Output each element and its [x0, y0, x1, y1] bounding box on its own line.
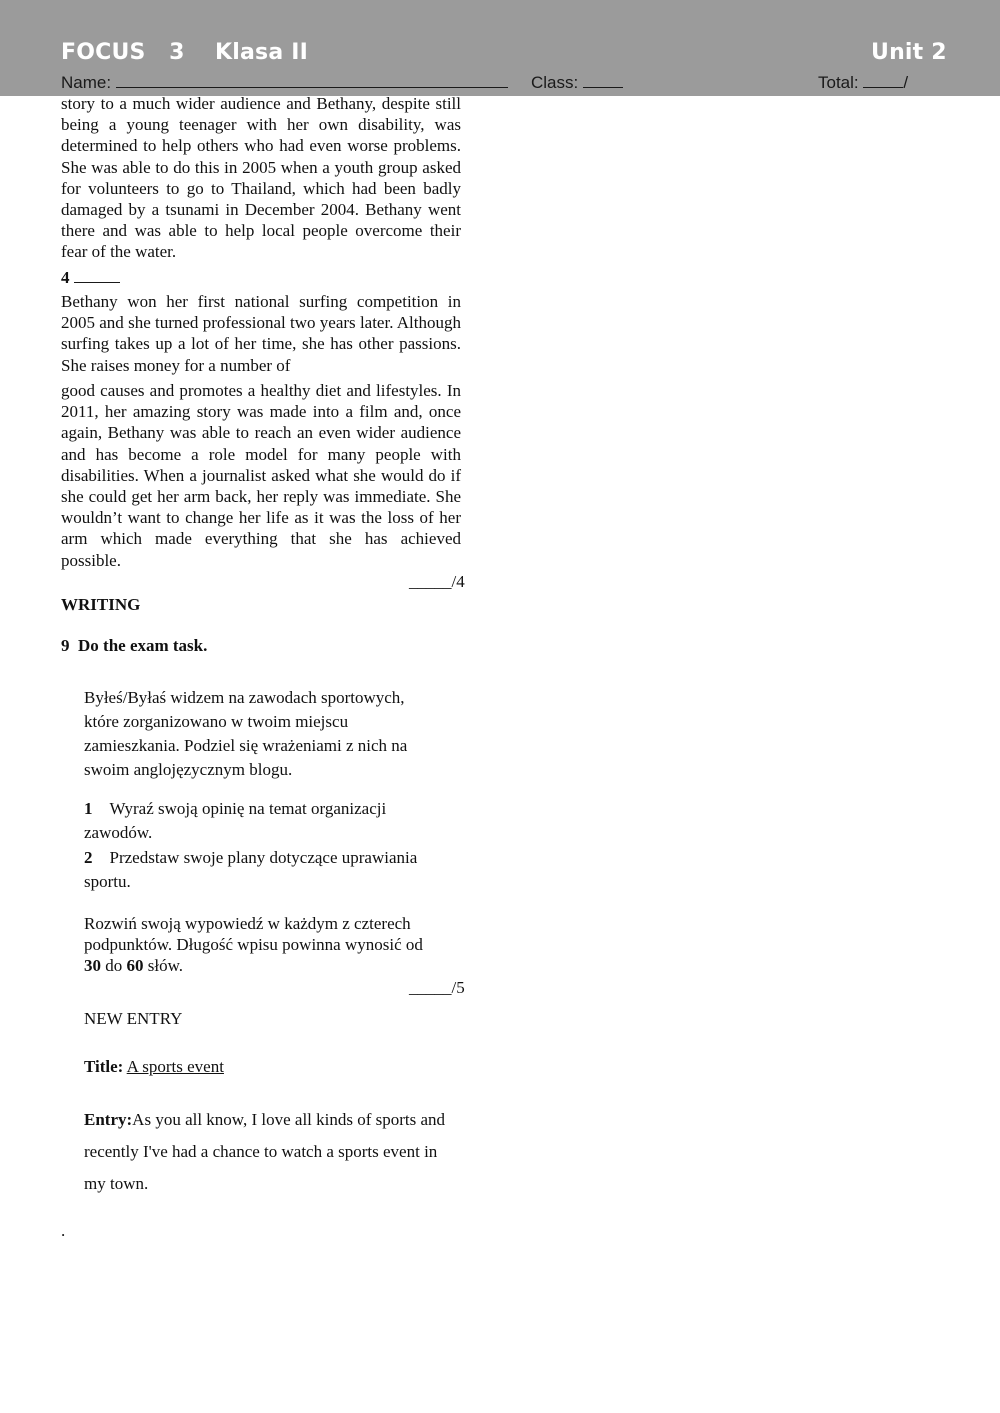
name-label: Name:: [61, 73, 112, 92]
reading-paragraph-3: [61, 93, 461, 263]
klasa-label: Klasa II: [215, 40, 309, 65]
gap-4-blank[interactable]: [74, 266, 120, 283]
point-text-cont: zawodów.: [84, 823, 153, 842]
entry-title: [84, 1055, 224, 1079]
reading-score: _____/4: [409, 572, 465, 591]
class-field: [531, 71, 623, 93]
gap-number: 4: [61, 268, 70, 287]
name-field: [61, 71, 508, 93]
total-blank[interactable]: [863, 71, 903, 88]
prompt-line: Byłeś/Byłaś widzem na zawodach sportowych,: [84, 688, 405, 707]
instr-line: podpunktów. Długość wpisu powinna wynosić od: [84, 935, 423, 954]
task-instructions: [84, 913, 423, 976]
entry-line: As you all know, I love all kinds of sports and: [132, 1110, 446, 1129]
book-level: 3: [169, 40, 185, 65]
book-name: FOCUS: [61, 40, 146, 65]
gap-4: [61, 266, 120, 290]
task-title: Do the exam task.: [78, 636, 208, 655]
class-label: Class:: [531, 73, 579, 92]
entry-line: my town.: [84, 1174, 149, 1193]
min-words: 30: [84, 956, 101, 975]
task-number: 9: [61, 636, 70, 655]
unit-label: Unit 2: [871, 40, 947, 65]
instr-line: Rozwiń swoją wypowiedź w każdym z czterech: [84, 914, 411, 933]
name-blank[interactable]: [116, 71, 508, 88]
point-text: Przedstaw swoje plany dotyczące uprawiania: [109, 848, 418, 867]
title-value[interactable]: A sports event: [126, 1057, 224, 1076]
task-point-2: [84, 846, 417, 894]
paragraph-text: story to a much wider audience and Bethany, despite still being a young teenager with her own disability, was determined to help others who had even worse problems. She was able to do this in 2005 when a youth group asked for volunteers to go to Thailand, which had been badly damaged by a tsunami in December 2004. Bethany went there and was able to help local people overcome their fear of the water.: [61, 94, 461, 262]
paragraph-text: Bethany won her first national surfing competition in 2005 and she turned professional two years later. Although surfing takes up a lot of her time, she has other passions. She raises money for a number of: [61, 292, 461, 375]
point-text-cont: sportu.: [84, 872, 131, 891]
max-words: 60: [126, 956, 144, 975]
point-text: Wyraź swoją opinię na temat organizacji: [109, 799, 387, 818]
point-number: 2: [84, 848, 93, 867]
instr-end: słów.: [147, 956, 184, 975]
instr-line-3: [84, 955, 423, 976]
entry-body[interactable]: [84, 1104, 445, 1200]
paragraph-text: good causes and promotes a healthy diet and lifestyles. In 2011, her amazing story was made into a film and, once again, Bethany was able to reach an even wider audience and has become a role model for many people with disabilities. When a journalist asked what she would do if she could get her arm back, her reply was immediate. She wouldn’t want to change her life as it was the loss of her arm which made everything that she has achieved possible.: [61, 381, 461, 570]
prompt-line: zamieszkania. Podziel się wrażeniami z nich na: [84, 736, 408, 755]
prompt-line: swoim anglojęzycznym blogu.: [84, 760, 293, 779]
total-suffix: /: [903, 73, 909, 92]
total-label: Total:: [818, 73, 859, 92]
task-prompt: [84, 686, 407, 782]
title-label: Title:: [84, 1057, 124, 1076]
task-point-1: [84, 797, 386, 845]
instr-do: do: [105, 956, 123, 975]
point-number: 1: [84, 799, 93, 818]
writing-score: _____/5: [409, 978, 465, 997]
entry-label: Entry:: [84, 1110, 133, 1129]
class-blank[interactable]: [583, 71, 623, 88]
reading-paragraph-4a: [61, 291, 461, 376]
entry-line: recently I've had a chance to watch a sports event in: [84, 1142, 438, 1161]
total-field: [818, 71, 908, 93]
page-header: [0, 0, 1000, 96]
task-9-title: [61, 634, 207, 658]
trailing-dot: .: [61, 1221, 66, 1240]
prompt-line: które zorganizowano w twoim miejscu: [84, 712, 349, 731]
book-title: [61, 40, 185, 65]
new-entry-label: NEW ENTRY: [84, 1009, 183, 1028]
reading-paragraph-4b: [61, 380, 461, 571]
writing-heading: WRITING: [61, 595, 141, 614]
